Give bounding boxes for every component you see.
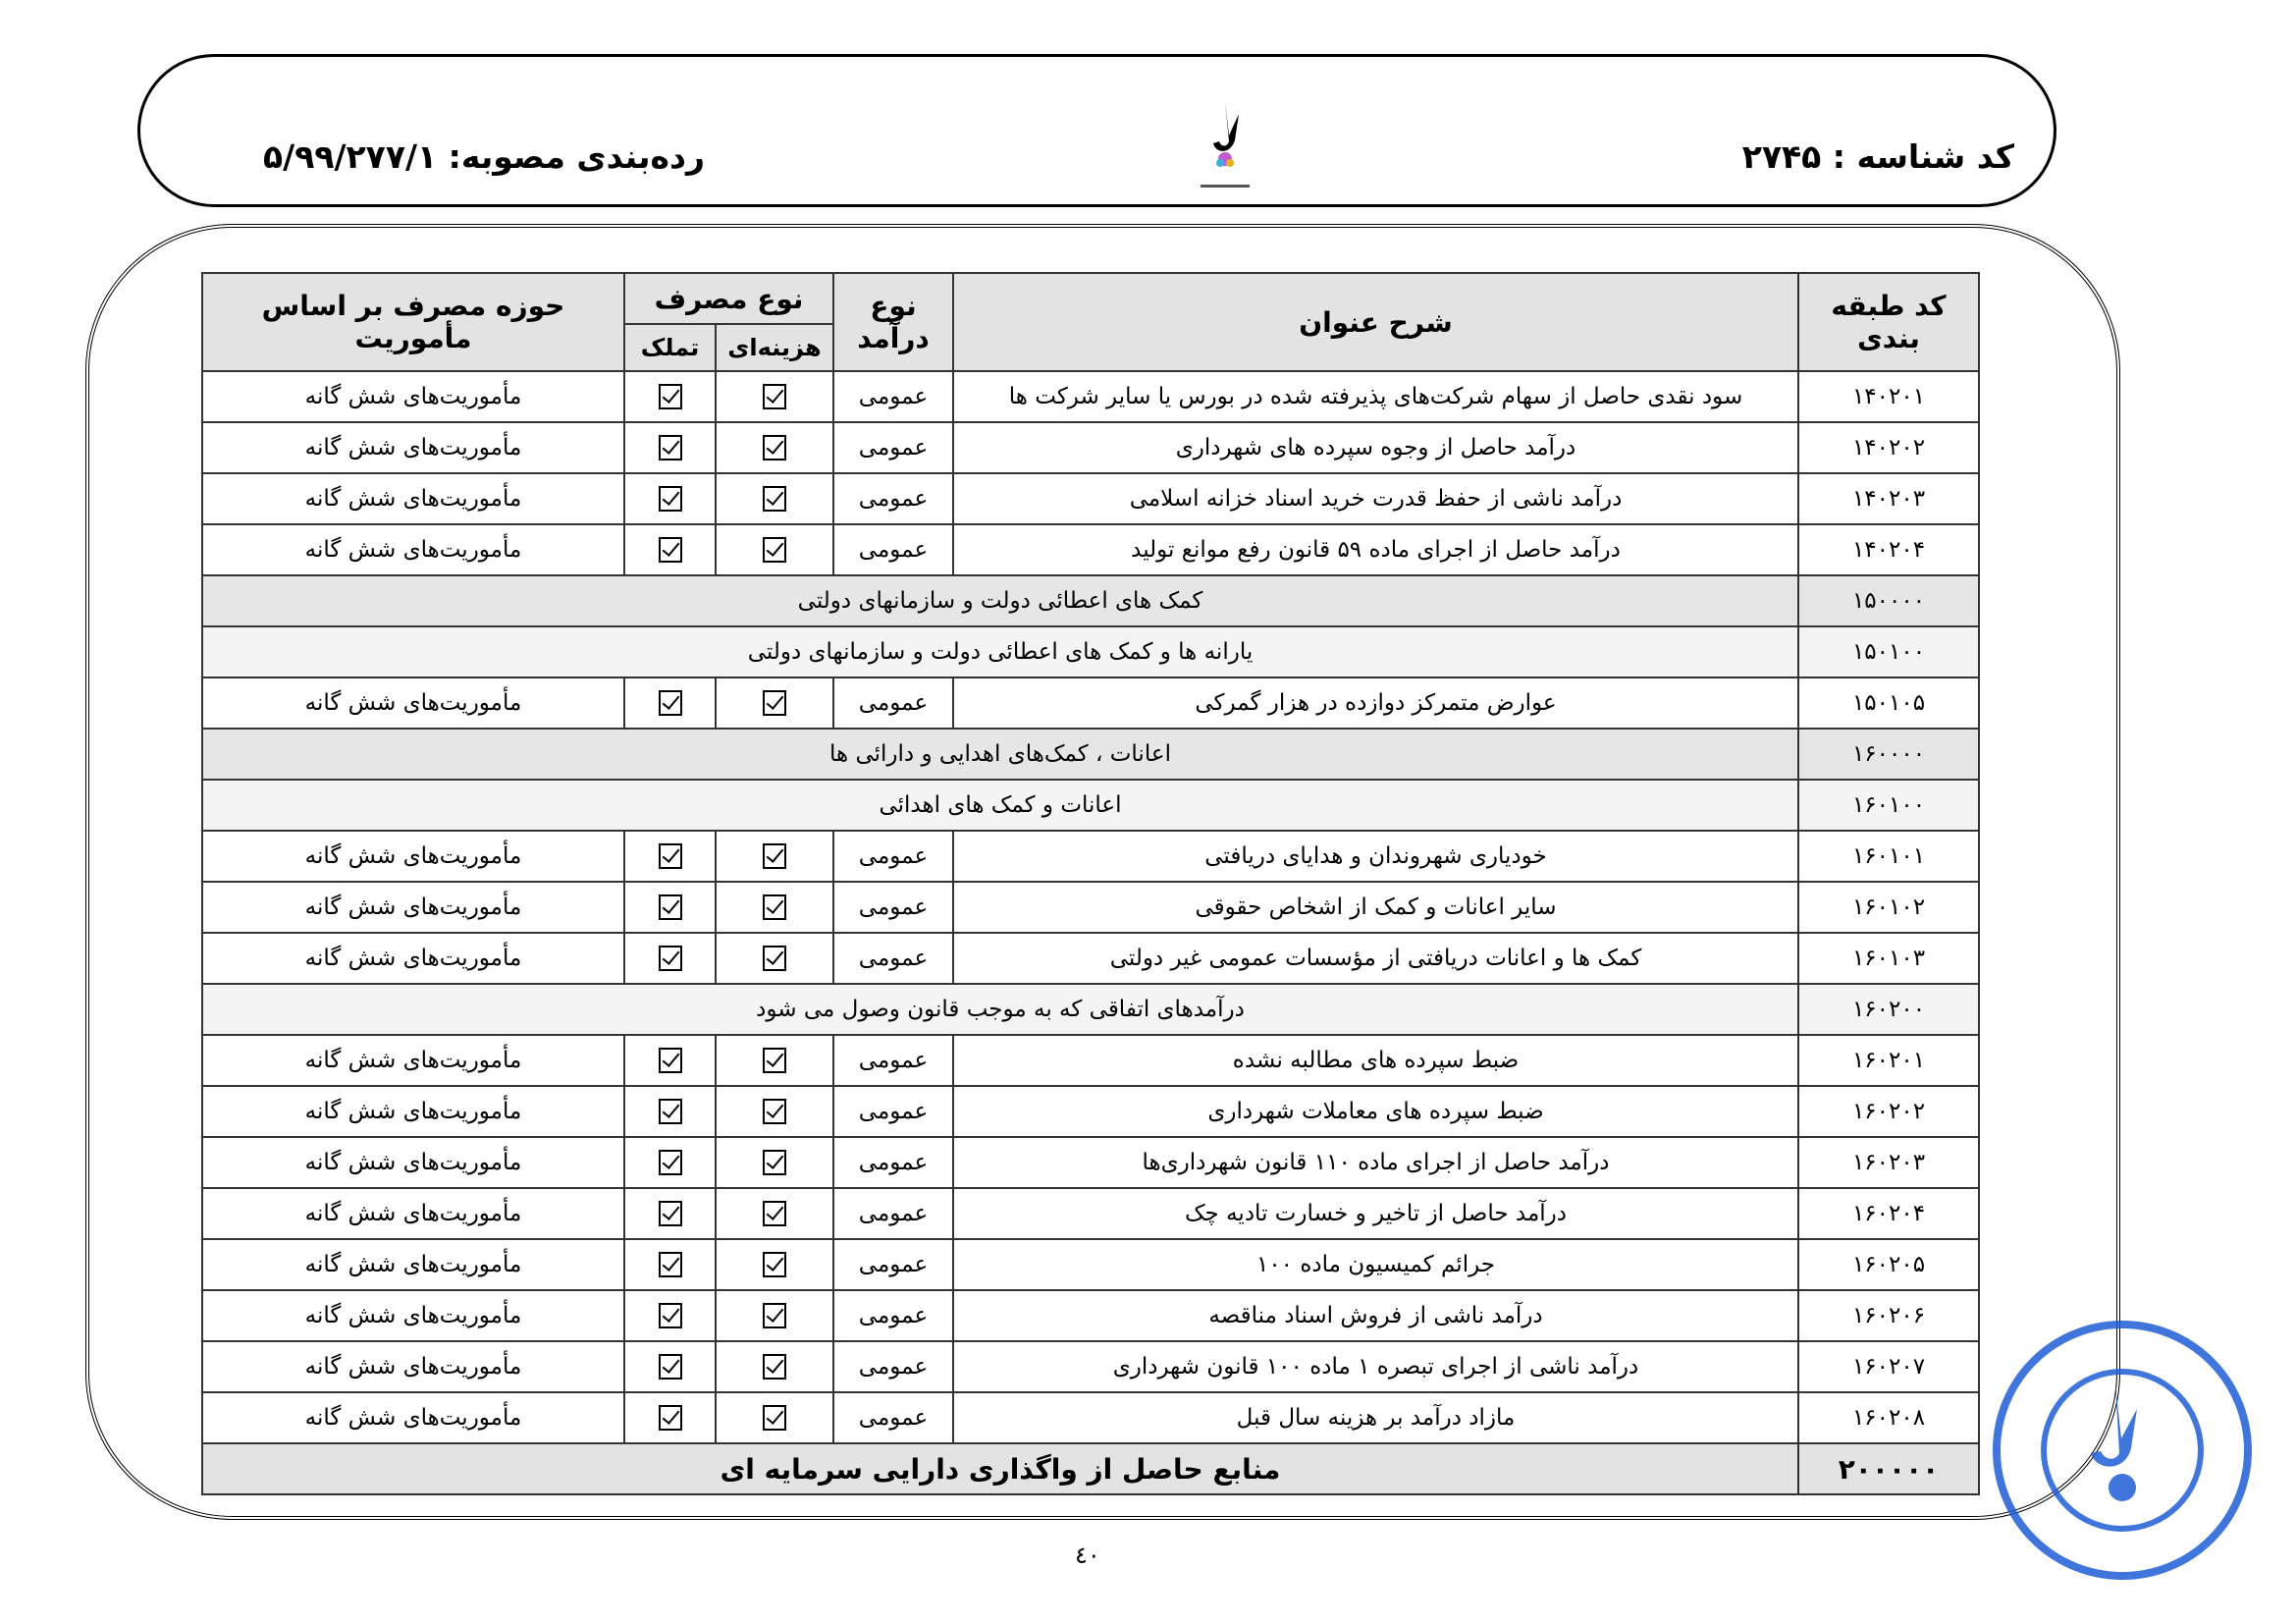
row-title: کمک ها و اعانات دریافتی از مؤسسات عمومی غیر دولتی — [953, 933, 1798, 984]
document-code: کد شناسه : ۲۷۴۵ — [1741, 137, 2014, 176]
row-mission: مأموریت‌های شش گانه — [202, 524, 624, 575]
row-title: منابع حاصل از واگذاری دارایی سرمایه ای — [202, 1443, 1798, 1494]
row-title: درآمد حاصل از وجوه سپرده های شهرداری — [953, 422, 1798, 473]
checkbox-checked-icon[interactable] — [763, 1252, 786, 1277]
table-row — [202, 422, 1979, 473]
row-code: ۱۶۰۲۰۷ — [1798, 1341, 1979, 1392]
row-mission: مأموریت‌های شش گانه — [202, 1341, 624, 1392]
checkbox-checked-icon[interactable] — [659, 690, 682, 716]
row-income-type: عمومی — [833, 1341, 953, 1392]
expense-cell — [716, 882, 833, 933]
row-code: ۱۶۰۱۰۳ — [1798, 933, 1979, 984]
row-code: ۱۶۰۱۰۰ — [1798, 780, 1979, 831]
page-header — [137, 54, 2056, 207]
row-income-type: عمومی — [833, 1086, 953, 1137]
row-code: ۱۶۰۲۰۳ — [1798, 1137, 1979, 1188]
row-income-type: عمومی — [833, 831, 953, 882]
revenue-classification-table — [201, 272, 1980, 1495]
expense-cell — [716, 677, 833, 729]
row-code: ۱۶۰۲۰۸ — [1798, 1392, 1979, 1443]
ownership-cell — [624, 933, 716, 984]
ownership-cell — [624, 882, 716, 933]
official-stamp — [1988, 1316, 2258, 1586]
row-code: ۱۶۰۰۰۰ — [1798, 729, 1979, 780]
row-code: ۱۴۰۲۰۲ — [1798, 422, 1979, 473]
row-title: خودیاری شهروندان و هدایای دریافتی — [953, 831, 1798, 882]
row-income-type: عمومی — [833, 1239, 953, 1290]
row-mission: مأموریت‌های شش گانه — [202, 1392, 624, 1443]
row-mission: مأموریت‌های شش گانه — [202, 1035, 624, 1086]
checkbox-checked-icon[interactable] — [659, 1048, 682, 1073]
checkbox-checked-icon[interactable] — [659, 843, 682, 869]
checkbox-checked-icon[interactable] — [763, 894, 786, 920]
table-row — [202, 1137, 1979, 1188]
ownership-cell — [624, 371, 716, 422]
checkbox-checked-icon[interactable] — [763, 1405, 786, 1431]
row-code: ۱۴۰۲۰۴ — [1798, 524, 1979, 575]
row-code: ۱۴۰۲۰۱ — [1798, 371, 1979, 422]
checkbox-checked-icon[interactable] — [763, 384, 786, 409]
checkbox-checked-icon[interactable] — [763, 946, 786, 971]
row-title: درآمدهای اتفاقی که به موجب قانون وصول می شود — [202, 984, 1798, 1035]
row-code: ۱۶۰۲۰۵ — [1798, 1239, 1979, 1290]
expense-cell — [716, 1239, 833, 1290]
row-mission: مأموریت‌های شش گانه — [202, 473, 624, 524]
expense-cell — [716, 1086, 833, 1137]
row-title: درآمد حاصل از اجرای ماده ۱۱۰ قانون شهرداری‌ها — [953, 1137, 1798, 1188]
row-income-type: عمومی — [833, 422, 953, 473]
expense-cell — [716, 1188, 833, 1239]
row-code: ۱۵۰۱۰۵ — [1798, 677, 1979, 729]
checkbox-checked-icon[interactable] — [659, 537, 682, 563]
ownership-cell — [624, 524, 716, 575]
checkbox-checked-icon[interactable] — [763, 435, 786, 460]
expense-cell — [716, 1137, 833, 1188]
row-income-type: عمومی — [833, 1290, 953, 1341]
row-income-type: عمومی — [833, 473, 953, 524]
checkbox-checked-icon[interactable] — [659, 486, 682, 512]
col-expense: هزینه‌ای — [716, 324, 833, 371]
row-income-type: عمومی — [833, 1035, 953, 1086]
row-title: سود نقدی حاصل از سهام شرکت‌های پذیرفته شده در بورس یا سایر شرکت ها — [953, 371, 1798, 422]
expense-cell — [716, 473, 833, 524]
row-mission: مأموریت‌های شش گانه — [202, 1137, 624, 1188]
classification-number: رده‌بندی مصوبه: ۵/۹۹/۲۷۷/۱ — [263, 137, 705, 176]
col-mission: حوزه مصرف بر اساس مأموریت — [202, 273, 624, 371]
col-ownership: تملک — [624, 324, 716, 371]
checkbox-checked-icon[interactable] — [763, 1201, 786, 1226]
row-income-type: عمومی — [833, 371, 953, 422]
ownership-cell — [624, 1035, 716, 1086]
row-code: ۱۶۰۱۰۲ — [1798, 882, 1979, 933]
checkbox-checked-icon[interactable] — [763, 1048, 786, 1073]
row-code: ۱۶۰۲۰۲ — [1798, 1086, 1979, 1137]
checkbox-checked-icon[interactable] — [763, 1354, 786, 1380]
row-title: جرائم کمیسیون ماده ۱۰۰ — [953, 1239, 1798, 1290]
group-row — [202, 626, 1979, 677]
table-row — [202, 371, 1979, 422]
col-title: شرح عنوان — [953, 273, 1798, 371]
page-number: ٤٠ — [1075, 1542, 1100, 1569]
row-title: کمک های اعطائی دولت و سازمانهای دولتی — [202, 575, 1798, 626]
row-mission: مأموریت‌های شش گانه — [202, 831, 624, 882]
row-code: ۱۵۰۱۰۰ — [1798, 626, 1979, 677]
row-code: ۱۴۰۲۰۳ — [1798, 473, 1979, 524]
ownership-cell — [624, 1137, 716, 1188]
table-row — [202, 933, 1979, 984]
row-mission: مأموریت‌های شش گانه — [202, 1290, 624, 1341]
expense-cell — [716, 1392, 833, 1443]
checkbox-checked-icon[interactable] — [763, 486, 786, 512]
table-row — [202, 1239, 1979, 1290]
table-row — [202, 1086, 1979, 1137]
row-title: یارانه ها و کمک های اعطائی دولت و سازمانهای دولتی — [202, 626, 1798, 677]
table-row — [202, 1341, 1979, 1392]
row-code: ۱۶۰۲۰۰ — [1798, 984, 1979, 1035]
ownership-cell — [624, 1239, 716, 1290]
expense-cell — [716, 831, 833, 882]
row-code: ۱۶۰۱۰۱ — [1798, 831, 1979, 882]
ownership-cell — [624, 422, 716, 473]
table-row — [202, 677, 1979, 729]
section-total-row — [202, 1443, 1979, 1494]
row-title: درآمد ناشی از اجرای تبصره ۱ ماده ۱۰۰ قانون شهرداری — [953, 1341, 1798, 1392]
checkbox-checked-icon[interactable] — [659, 1252, 682, 1277]
row-income-type: عمومی — [833, 524, 953, 575]
ownership-cell — [624, 1341, 716, 1392]
table-row — [202, 1188, 1979, 1239]
row-title: عوارض متمرکز دوازده در هزار گمرکی — [953, 677, 1798, 729]
table-row — [202, 1290, 1979, 1341]
table-row — [202, 473, 1979, 524]
checkbox-checked-icon[interactable] — [763, 537, 786, 563]
checkbox-checked-icon[interactable] — [659, 1354, 682, 1380]
checkbox-checked-icon[interactable] — [659, 1303, 682, 1328]
group-row — [202, 575, 1979, 626]
row-mission: مأموریت‌های شش گانه — [202, 933, 624, 984]
expense-cell — [716, 524, 833, 575]
checkbox-checked-icon[interactable] — [763, 690, 786, 716]
table-row — [202, 882, 1979, 933]
group-row — [202, 780, 1979, 831]
row-title: اعانات و کمک های اهدائی — [202, 780, 1798, 831]
ownership-cell — [624, 1086, 716, 1137]
row-income-type: عمومی — [833, 933, 953, 984]
col-income-type: نوع درآمد — [833, 273, 953, 371]
checkbox-checked-icon[interactable] — [659, 894, 682, 920]
expense-cell — [716, 1341, 833, 1392]
row-title: ضبط سپرده های مطالبه نشده — [953, 1035, 1798, 1086]
row-code: ۱۶۰۲۰۴ — [1798, 1188, 1979, 1239]
ownership-cell — [624, 831, 716, 882]
ownership-cell — [624, 677, 716, 729]
col-code: کد طبقه بندی — [1798, 273, 1979, 371]
checkbox-checked-icon[interactable] — [763, 1099, 786, 1124]
group-row — [202, 984, 1979, 1035]
table-row — [202, 1035, 1979, 1086]
table-row — [202, 831, 1979, 882]
row-income-type: عمومی — [833, 1137, 953, 1188]
ownership-cell — [624, 473, 716, 524]
row-mission: مأموریت‌های شش گانه — [202, 1086, 624, 1137]
checkbox-checked-icon[interactable] — [763, 1303, 786, 1328]
checkbox-checked-icon[interactable] — [659, 384, 682, 409]
row-title: درآمد حاصل از تاخیر و خسارت تادیه چک — [953, 1188, 1798, 1239]
row-title: درآمد ناشی از فروش اسناد مناقصه — [953, 1290, 1798, 1341]
table-row — [202, 524, 1979, 575]
row-mission: مأموریت‌های شش گانه — [202, 1188, 624, 1239]
row-code: ۲۰۰۰۰۰ — [1798, 1443, 1979, 1494]
row-mission: مأموریت‌های شش گانه — [202, 677, 624, 729]
checkbox-checked-icon[interactable] — [659, 1150, 682, 1175]
checkbox-checked-icon[interactable] — [659, 1405, 682, 1431]
expense-cell — [716, 1290, 833, 1341]
checkbox-checked-icon[interactable] — [659, 1201, 682, 1226]
row-title: اعانات ، کمک‌های اهدایی و دارائی ها — [202, 729, 1798, 780]
row-mission: مأموریت‌های شش گانه — [202, 1239, 624, 1290]
row-income-type: عمومی — [833, 677, 953, 729]
group-row — [202, 729, 1979, 780]
row-title: درآمد حاصل از اجرای ماده ۵۹ قانون رفع موانع تولید — [953, 524, 1798, 575]
expense-cell — [716, 933, 833, 984]
row-title: ضبط سپرده های معاملات شهرداری — [953, 1086, 1798, 1137]
checkbox-checked-icon[interactable] — [659, 435, 682, 460]
row-title: درآمد ناشی از حفظ قدرت خرید اسناد خزانه اسلامی — [953, 473, 1798, 524]
row-mission: مأموریت‌های شش گانه — [202, 371, 624, 422]
row-code: ۱۶۰۲۰۱ — [1798, 1035, 1979, 1086]
expense-cell — [716, 422, 833, 473]
ownership-cell — [624, 1290, 716, 1341]
checkbox-checked-icon[interactable] — [659, 1099, 682, 1124]
row-title: سایر اعانات و کمک از اشخاص حقوقی — [953, 882, 1798, 933]
row-income-type: عمومی — [833, 1188, 953, 1239]
table-row — [202, 1392, 1979, 1443]
expense-cell — [716, 371, 833, 422]
row-title: مازاد درآمد بر هزینه سال قبل — [953, 1392, 1798, 1443]
row-code: ۱۵۰۰۰۰ — [1798, 575, 1979, 626]
checkbox-checked-icon[interactable] — [659, 946, 682, 971]
row-mission: مأموریت‌های شش گانه — [202, 882, 624, 933]
council-logo — [1186, 96, 1264, 204]
checkbox-checked-icon[interactable] — [763, 843, 786, 869]
ownership-cell — [624, 1188, 716, 1239]
row-mission: مأموریت‌های شش گانه — [202, 422, 624, 473]
expense-cell — [716, 1035, 833, 1086]
row-code: ۱۶۰۲۰۶ — [1798, 1290, 1979, 1341]
ownership-cell — [624, 1392, 716, 1443]
col-usage-type: نوع مصرف — [624, 273, 833, 324]
row-income-type: عمومی — [833, 1392, 953, 1443]
checkbox-checked-icon[interactable] — [763, 1150, 786, 1175]
row-income-type: عمومی — [833, 882, 953, 933]
